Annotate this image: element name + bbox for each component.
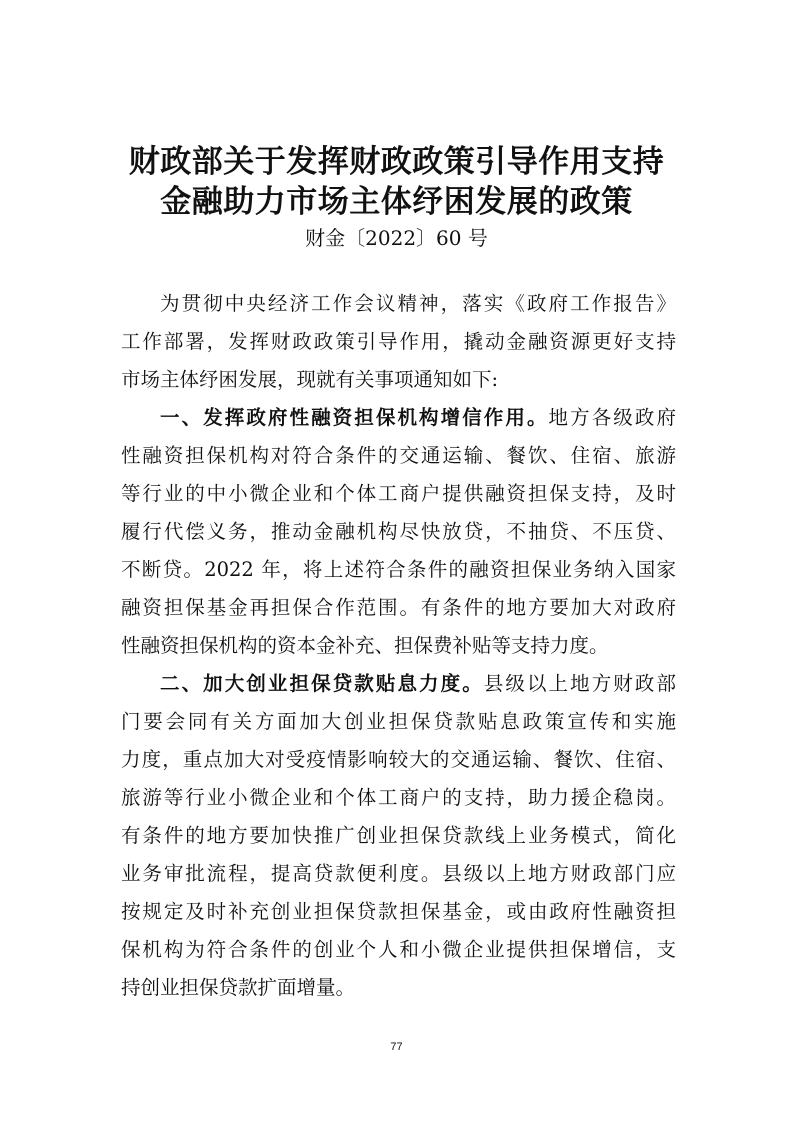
section-2-line: 有条件的地方要加快推广创业担保贷款线上业务模式，简化 — [121, 824, 676, 847]
section-2-first-line — [160, 670, 676, 698]
section-2-line: 业务审批流程，提高贷款便利度。县级以上地方财政部门应 — [121, 862, 676, 885]
section-2-line: 按规定及时补充创业担保贷款担保基金，或由政府性融资担 — [121, 900, 676, 923]
section-1-first-line-text: 地方各级政府 — [548, 406, 676, 429]
intro-line: 工作部署，发挥财政政策引导作用，撬动金融资源更好支持 — [121, 330, 676, 353]
intro-line: 为贯彻中央经济工作会议精神，落实《政府工作报告》 — [160, 292, 676, 315]
section-2-heading: 二、加大创业担保贷款贴息力度。 — [160, 672, 484, 695]
section-2-line: 力度，重点加大对受疫情影响较大的交通运输、餐饮、住宿、 — [121, 748, 676, 771]
section-1-line: 性融资担保机构的资本金补充、担保费补贴等支持力度。 — [121, 634, 609, 657]
section-1-line: 履行代偿义务，推动金融机构尽快放贷，不抽贷、不压贷、 — [121, 520, 676, 543]
document-title-line-1: 财政部关于发挥财政政策引导作用支持 — [128, 144, 665, 180]
section-1-first-line — [160, 404, 676, 432]
section-1-line: 性融资担保机构对符合条件的交通运输、餐饮、住宿、旅游 — [121, 444, 676, 467]
section-2-line: 持创业担保贷款扩面增量。 — [121, 976, 356, 999]
section-1-heading: 一、发挥政府性融资担保机构增信作用。 — [160, 406, 549, 429]
section-1-line: 融资担保基金再担保合作范围。有条件的地方要加大对政府 — [121, 596, 676, 619]
section-1-line: 等行业的中小微企业和个体工商户提供融资担保支持，及时 — [121, 482, 676, 505]
intro-line: 市场主体纾困发展，现就有关事项通知如下: — [121, 368, 499, 391]
page-number: 77 — [390, 1041, 403, 1053]
section-2-line: 旅游等行业小微企业和个体工商户的支持，助力援企稳岗。 — [121, 786, 676, 809]
document-title-line-2: 金融助力市场主体纾困发展的政策 — [160, 184, 633, 220]
section-2-line: 保机构为符合条件的创业个人和小微企业提供担保增信，支 — [121, 938, 676, 961]
section-1-line: 不断贷。2022 年，将上述符合条件的融资担保业务纳入国家 — [121, 558, 676, 581]
section-2-line: 门要会同有关方面加大创业担保贷款贴息政策宣传和实施 — [121, 710, 676, 733]
document-number: 财金〔2022〕60 号 — [305, 226, 488, 250]
section-2-first-line-text: 县级以上地方财政部 — [483, 672, 676, 695]
